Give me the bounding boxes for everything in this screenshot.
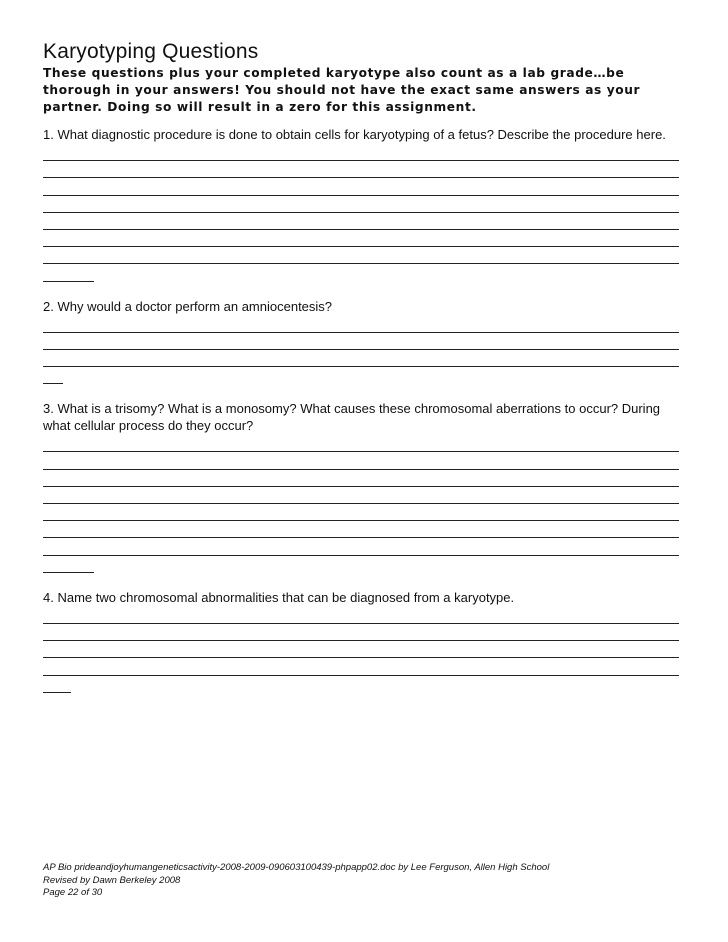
answer-line[interactable]: [43, 487, 679, 504]
answer-line[interactable]: [43, 556, 94, 573]
answer-line[interactable]: [43, 658, 679, 675]
worksheet-page: [43, 40, 679, 693]
page-footer: [43, 862, 683, 900]
answer-line[interactable]: [43, 607, 679, 624]
answer-line[interactable]: [43, 196, 679, 213]
answer-line[interactable]: [43, 538, 679, 555]
question-3: [43, 400, 679, 573]
answer-line[interactable]: [43, 264, 94, 281]
answer-line[interactable]: [43, 504, 679, 521]
answer-line[interactable]: [43, 161, 679, 178]
footer-page-number: Page 22 of 30: [43, 887, 103, 898]
answer-line[interactable]: [43, 624, 679, 641]
answer-line[interactable]: [43, 144, 679, 161]
answer-line[interactable]: [43, 316, 679, 333]
question-1: [43, 126, 679, 282]
question-3-text: 3. What is a trisomy? What is a monosomy? What causes these chromosomal aberrations to occur? During what cellular process do they occur?: [43, 401, 661, 434]
answer-line[interactable]: [43, 213, 679, 230]
question-2: [43, 298, 679, 385]
answer-line[interactable]: [43, 333, 679, 350]
answer-line[interactable]: [43, 367, 63, 384]
question-2-answer-lines[interactable]: [43, 316, 679, 385]
instructions: These questions plus your completed karyotype also count as a lab grade…be thorough in your answers! You should not have the exact same answers as your partner. Doing so will result in a zero for this assignment.: [43, 66, 641, 114]
answer-line[interactable]: [43, 247, 679, 264]
answer-line[interactable]: [43, 676, 71, 693]
footer-revision: Revised by Dawn Berkeley 2008: [43, 874, 181, 886]
question-4: [43, 589, 679, 693]
question-3-answer-lines[interactable]: [43, 435, 679, 573]
page-title: Karyotyping Questions: [43, 40, 259, 63]
question-2-text: 2. Why would a doctor perform an amniocentesis?: [43, 298, 333, 314]
answer-line[interactable]: [43, 521, 679, 538]
answer-line[interactable]: [43, 641, 679, 658]
footer-source: AP Bio prideandjoyhumangeneticsactivity-2008-2009-090603100439-phpapp02.doc by Lee Ferguson, Allen High School: [43, 862, 550, 873]
answer-line[interactable]: [43, 435, 679, 452]
question-1-text: 1. What diagnostic procedure is done to obtain cells for karyotyping of a fetus? Describe the procedure here.: [43, 127, 666, 142]
answer-line[interactable]: [43, 178, 679, 195]
answer-line[interactable]: [43, 452, 679, 469]
question-4-text: 4. Name two chromosomal abnormalities that can be diagnosed from a karyotype.: [43, 589, 515, 605]
answer-line[interactable]: [43, 350, 679, 367]
question-1-answer-lines[interactable]: [43, 144, 679, 282]
answer-line[interactable]: [43, 470, 679, 487]
answer-line[interactable]: [43, 230, 679, 247]
question-4-answer-lines[interactable]: [43, 607, 679, 693]
